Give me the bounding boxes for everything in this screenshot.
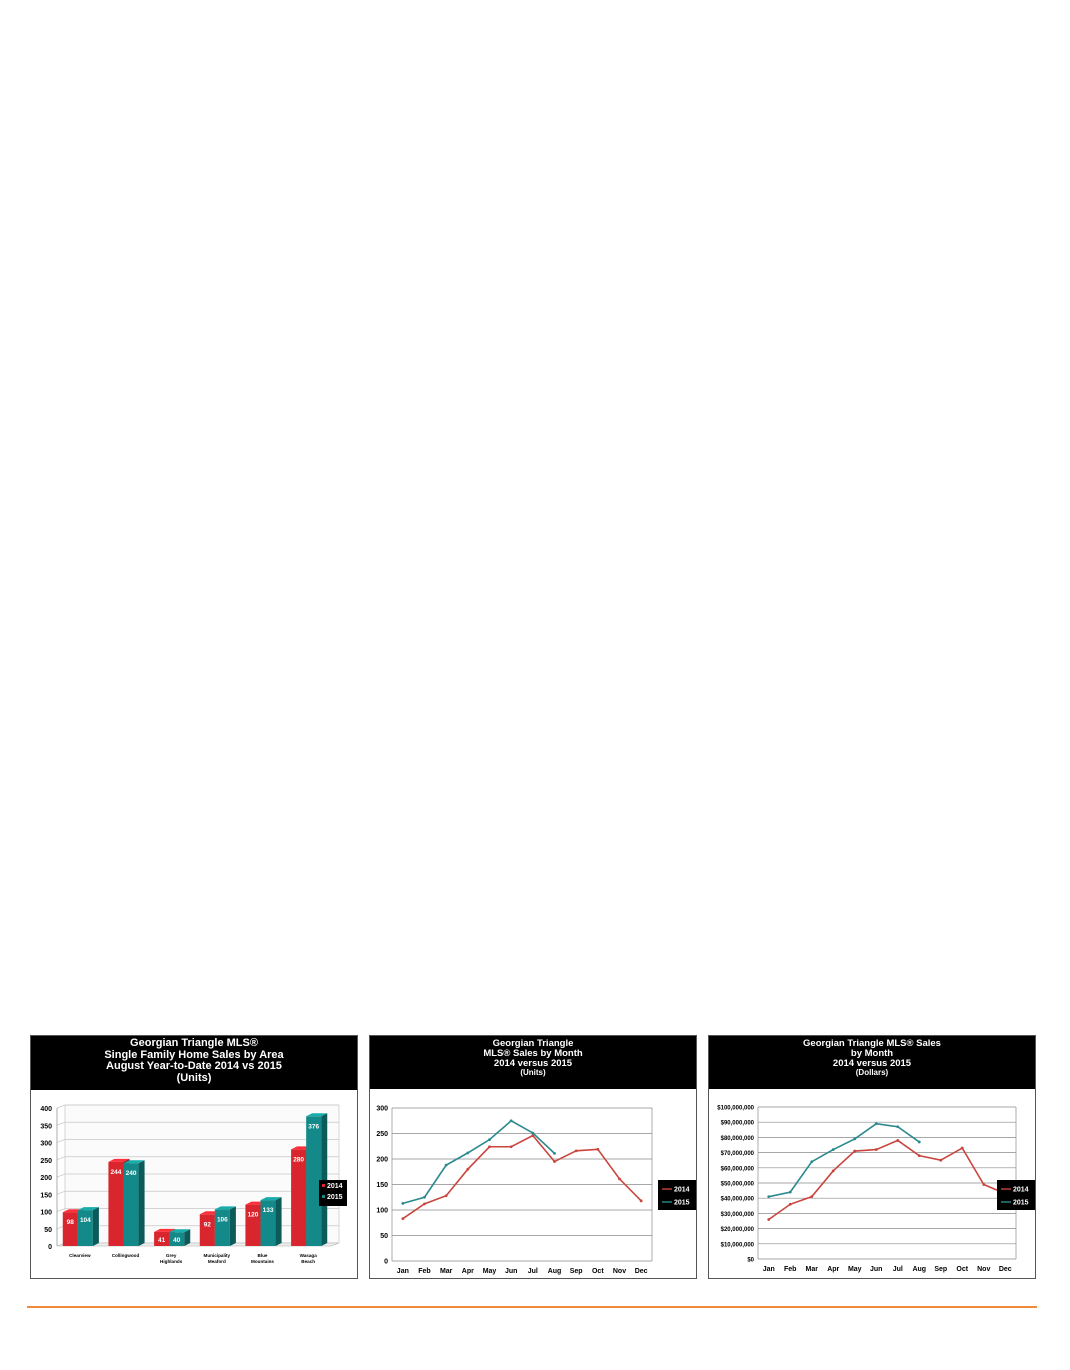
y-tick-label: 300 [376,1105,388,1113]
x-tick-label: Wasaga [299,1253,317,1258]
data-point-2015-2 [810,1160,813,1163]
y-tick-label: $10,000,000 [720,1242,754,1249]
data-point-2014-7 [553,1160,556,1163]
x-tick-label: Municipality [203,1253,231,1258]
chart-title-line-2: by Month [850,1047,894,1059]
data-point-2014-1 [789,1203,792,1206]
x-tick-label: Nov [977,1266,991,1273]
y-tick-label: $100,000,000 [717,1105,754,1112]
bar-chart-area-sales [31,1091,357,1277]
chart-panel-area-sales [30,1035,358,1279]
data-point-2015-7 [553,1152,556,1155]
x-tick-label: Jun [870,1266,883,1273]
bar-2014-0 [63,1212,78,1246]
data-point-2014-0 [767,1218,770,1221]
x-tick-label: Mar [439,1268,453,1275]
chart-title-line-2: Single Family Home Sales by Area [104,1048,284,1061]
legend [319,1180,347,1206]
x-tick-label: Aug [547,1268,562,1275]
chart-title-line-1: Georgian Triangle MLS® Sales [803,1038,941,1049]
data-point-2014-4 [488,1145,491,1148]
legend [997,1180,1035,1210]
data-label-2014-1: 244 [110,1168,122,1176]
x-tick-label: Jan [396,1268,409,1275]
y-tick-label: 250 [40,1157,52,1165]
data-point-2014-0 [401,1217,404,1220]
x-tick-label: Mar [805,1266,818,1273]
data-point-2014-6 [896,1139,899,1142]
data-point-2015-0 [767,1195,770,1198]
y-tick-label: 150 [376,1182,388,1189]
x-tick-label: Sep [934,1266,948,1273]
data-point-2014-2 [810,1195,813,1198]
y-tick-label: 350 [40,1123,52,1131]
y-tick-label: 250 [376,1131,388,1138]
y-tick-label: 50 [380,1233,388,1240]
chart-title-line-1: Georgian Triangle [492,1038,574,1049]
y-tick-label: 200 [376,1156,388,1164]
y-tick-label: 50 [44,1226,52,1234]
legend-swatch-2015 [322,1195,325,1198]
y-tick-label: 100 [40,1209,52,1217]
x-tick-label: Jul [527,1268,538,1275]
line-chart-units-by-month [370,1089,696,1278]
data-label-2014-0: 98 [66,1219,74,1227]
bar-2014-5 [291,1149,306,1246]
data-point-2014-4 [853,1150,856,1153]
legend-label-2014: 2014 [1013,1186,1029,1194]
y-tick-label: $20,000,000 [720,1227,754,1234]
y-tick-label: $60,000,000 [720,1166,754,1173]
bar-2015-5 [306,1116,321,1246]
chart-title-line-4: (Dollars) [855,1067,889,1077]
bar-side-2015-3 [230,1206,236,1246]
chart-panel-dollars-by-month [708,1035,1036,1279]
data-label-2015-4: 133 [262,1207,274,1215]
legend-label-2015: 2015 [327,1194,343,1201]
x-tick-label: Apr [461,1268,474,1275]
data-point-2015-4 [853,1138,856,1141]
y-tick-label: 150 [40,1192,52,1200]
data-label-2014-3: 92 [203,1221,211,1229]
chart-title-line-3: August Year-to-Date 2014 vs 2015 [106,1060,282,1073]
data-point-2014-9 [961,1147,964,1150]
bar-side-2015-4 [276,1197,282,1246]
data-point-2015-4 [488,1138,491,1141]
chart-title [709,1036,1035,1089]
y-tick-label: 200 [40,1175,52,1182]
data-point-2014-2 [445,1194,448,1197]
x-tick-label: Clearview [69,1253,91,1258]
x-tick-label: Feb [784,1266,797,1273]
y-tick-label: $0 [747,1257,754,1264]
x-tick-label: Jul [892,1266,903,1273]
data-point-2014-5 [510,1145,513,1148]
data-point-2014-9 [596,1148,599,1151]
bar-2014-3 [200,1214,215,1246]
chart-panel-units-by-month [369,1035,697,1279]
data-point-2014-11 [640,1199,643,1202]
x-tick-label: Sep [569,1268,583,1275]
chart-title-line-4: (Units) [176,1071,212,1084]
y-tick-label: $50,000,000 [720,1181,754,1188]
y-tick-label: $40,000,000 [720,1196,754,1203]
bar-side-2015-1 [139,1160,145,1246]
legend [658,1180,696,1210]
data-point-2015-5 [510,1119,513,1122]
x-tick-label: Feb [418,1268,431,1275]
x-tick-label: Highlands [160,1259,183,1264]
x-tick-label: Oct [591,1268,604,1275]
data-point-2015-6 [896,1125,899,1128]
bar-2015-0 [78,1210,93,1246]
data-point-2015-0 [401,1202,404,1205]
data-point-2014-7 [918,1154,921,1157]
data-label-2014-5: 280 [293,1156,305,1164]
y-tick-label: 400 [40,1106,52,1113]
bar-side-2015-0 [93,1207,99,1246]
chart-title-line-4: (Units) [520,1067,546,1077]
data-point-2014-10 [982,1183,985,1186]
data-point-2015-7 [918,1141,921,1144]
chart-title-line-3: 2014 versus 2015 [832,1057,912,1069]
data-label-2015-5: 376 [308,1123,320,1131]
data-point-2015-3 [832,1148,835,1151]
x-tick-label: Grey [165,1253,177,1258]
chart-title [31,1036,357,1090]
x-tick-label: Aug [912,1266,927,1273]
x-tick-label: Mountains [251,1259,274,1264]
chart-title-line-3: 2014 versus 2015 [493,1057,573,1069]
x-tick-label: Meaford [207,1259,226,1264]
data-label-2014-2: 41 [158,1236,166,1244]
y-tick-label: $80,000,000 [720,1135,754,1142]
data-point-2015-5 [875,1122,878,1125]
x-tick-label: Dec [634,1268,648,1275]
data-point-2014-5 [875,1148,878,1151]
data-label-2015-2: 40 [173,1237,181,1245]
chart-title-line-1: Georgian Triangle MLS® [130,1037,258,1049]
y-tick-label: 0 [48,1244,52,1251]
y-tick-label: 100 [376,1207,388,1215]
data-point-2015-3 [466,1151,469,1154]
data-label-2015-3: 106 [216,1216,228,1224]
data-point-2015-6 [531,1132,534,1135]
x-tick-label: Nov [612,1268,627,1275]
x-tick-label: May [482,1268,497,1275]
chart-title-line-2: MLS® Sales by Month [483,1047,583,1059]
y-tick-label: $90,000,000 [720,1120,754,1127]
chart-title [370,1036,696,1089]
footer-divider [27,1306,1037,1308]
data-point-2014-3 [466,1168,469,1171]
x-tick-label: Beach [301,1259,316,1264]
legend-label-2015: 2015 [1013,1199,1029,1207]
x-tick-label: Jan [762,1266,775,1273]
x-tick-label: Apr [827,1266,840,1273]
x-tick-label: Dec [998,1266,1012,1273]
y-tick-label: $70,000,000 [720,1151,754,1158]
data-point-2014-8 [575,1149,578,1152]
y-tick-label: 0 [384,1258,388,1266]
data-label-2014-4: 120 [247,1211,259,1219]
bar-side-2015-5 [321,1113,327,1246]
data-point-2014-10 [618,1177,621,1180]
x-tick-label: Jun [504,1268,518,1275]
legend-label-2014: 2014 [327,1183,343,1190]
x-tick-label: Oct [956,1266,969,1273]
y-tick-label: 300 [40,1140,52,1148]
data-point-2014-3 [832,1169,835,1172]
x-tick-label: Collingwood [111,1253,140,1258]
data-point-2014-1 [423,1202,426,1205]
legend-label-2014: 2014 [674,1186,690,1194]
data-label-2015-0: 104 [79,1217,91,1225]
data-point-2015-2 [445,1164,448,1167]
x-tick-label: May [847,1266,862,1273]
line-chart-dollars-by-month [709,1089,1035,1278]
data-point-2015-1 [789,1191,792,1194]
data-point-2015-1 [423,1196,426,1199]
legend-swatch-2014 [322,1184,325,1187]
y-tick-label: $30,000,000 [720,1211,754,1218]
x-tick-label: Blue [257,1253,268,1258]
data-point-2014-8 [939,1159,942,1162]
data-label-2015-1: 240 [125,1170,137,1178]
legend-label-2015: 2015 [674,1199,690,1207]
bar-2015-3 [215,1209,230,1246]
